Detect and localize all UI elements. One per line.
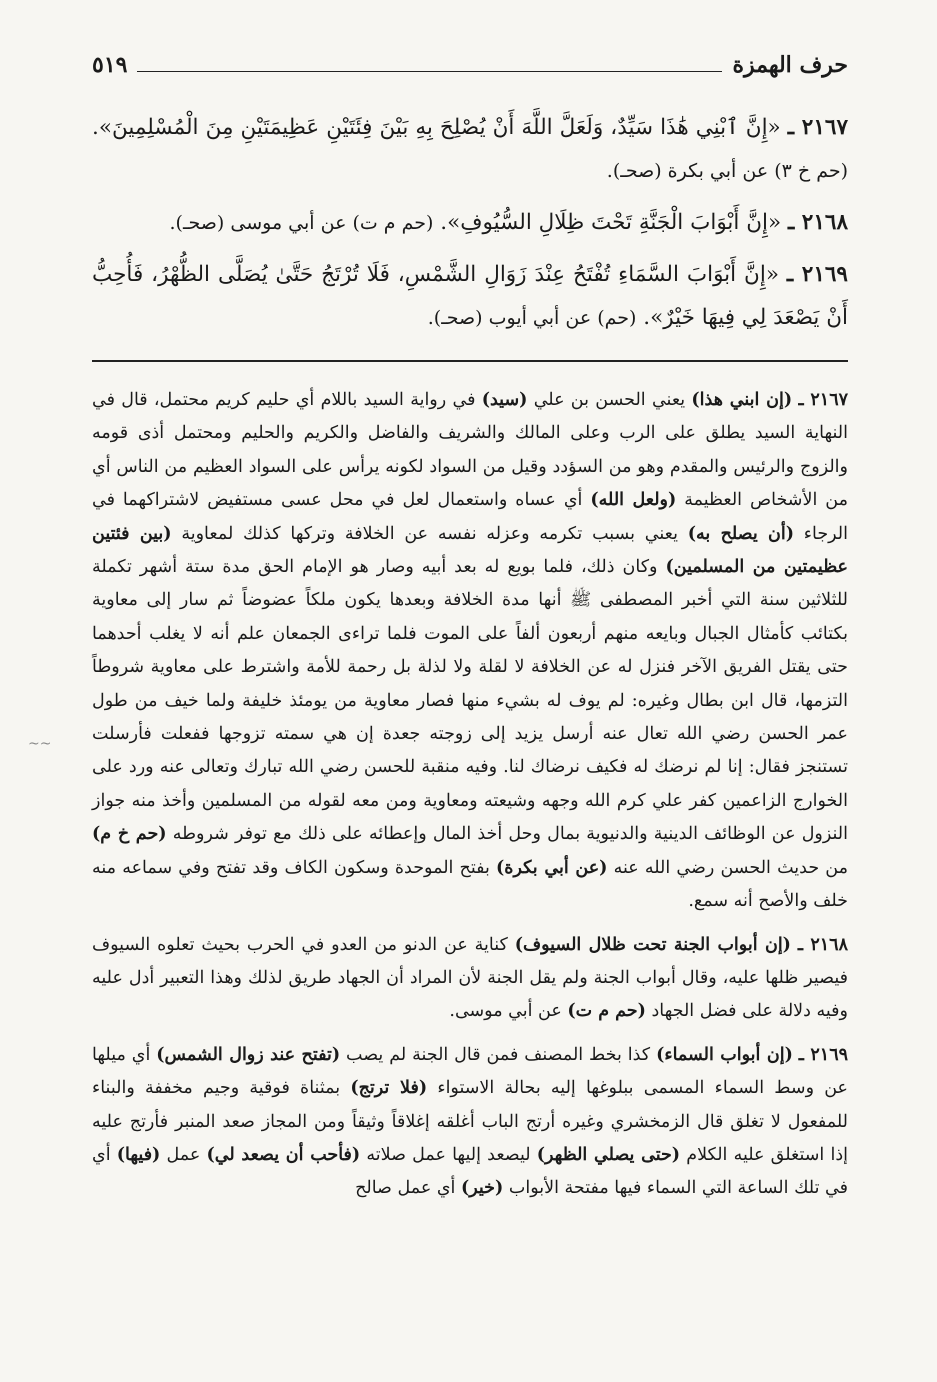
hadith-2168	[92, 201, 848, 245]
commentary-number: ٢١٦٧ ـ	[798, 390, 848, 410]
commentary	[92, 384, 848, 1206]
document-page	[92, 52, 848, 1206]
commentary-text: ليصعد إليها عمل صلاته	[360, 1144, 537, 1165]
commentary-text: في رواية السيد باللام أي حليم كريم محتمل، قال في النهاية السيد يطلق على الرب وعلى المالك والشريف والفاضل والكريم والحليم ومحتمل أذى قومه والزوج والرئيس والمقدم وهو من السؤدد وقيل من السواد لكونه يرأس على السواد العظيم من الناس أي من الأشخاص العظيمة	[92, 390, 848, 511]
quoted-phrase: (إن أبواب السماء)	[656, 1044, 793, 1065]
quoted-phrase: (فيها)	[116, 1144, 161, 1165]
commentary-text: يعني بسبب تكرمه وعزله نفسه عن الخلافة وتركها كذلك لمعاوية	[171, 523, 688, 544]
quoted-phrase: (عن أبي بكرة)	[496, 857, 608, 878]
hadith-source: (حم خ ٣) عن أبي بكرة (صحـ).	[606, 160, 848, 182]
commentary-number: ٢١٦٩ ـ	[798, 1044, 848, 1065]
hadith-source: (حم م ت) عن أبي موسى (صحـ).	[169, 212, 434, 234]
quoted-phrase: (أن يصلح به)	[687, 523, 794, 544]
header-rule	[137, 71, 722, 72]
commentary-text: كناية عن الدنو من العدو في الحرب بحيث تعلوه السيوف فيصير ظلها عليه، وقال أبواب الجنة ولم يقل الجنة لأن المراد أن الجهاد طريق لذلك وهذا التعبير أدل عليه وفيه دلالة على فضل الجهاد	[92, 934, 848, 1022]
commentary-text: وكان ذلك، فلما بويع له بعد أبيه وصار هو الإمام الحق مدة ستة أشهر تكملة للثلاثين سنة التي أخبر المصطفى ﷺ أنها مدة الخلافة وبعدها يكون ملكاً عضوضاً ثم سار إلى معاوية بكتائب كأمثال الجبال وبايعه منهم أربعون ألفاً على الموت فلما تراءى الجمعان علم أنه لا يغلب أحدهما حتى يقتل الفريق الآخر فنزل له عن الخلافة لا لقلة ولا لذلة بل رحمة للأمة واشترط على معاوية شروطاً التزمها، قال ابن بطال وغيره: لم يوف له بشيء منها فصار معاوية من يومئذ خليفة ولما خيف من طول عمر الحسن رضي الله تعال عنه أرسل يزيد إلى زوجته جعدة إن هي سمته تزوجها ففعلت فأرسلت تستنجز فقال: إنا لم نرضك له فكيف نرضاك لنا. وفيه منقبة للحسن رضي الله تبارك وتعالى عنه ورد على الخوارج الزاعمين كفر علي كرم الله وجهه وشيعته ومعاوية ومن معه لقوله من المسلمين وأخذ منه جواز النزول عن الوظائف الدينية والدنيوية بمال وحل أخذ المال وإعطائه على ذلك مع توفر شروطه	[92, 557, 848, 845]
quoted-phrase: (حتى يصلي الظهر)	[536, 1144, 681, 1165]
commentary-text: بمثناة فوقية وجيم مخففة والبناء للمفعول لا تغلق قال الزمخشري وغيره أرتج الباب أغلقه إغلاقاً وثيقاً ومن المجاز صعد المنبر فأرتج عليه إذا استغلق عليه الكلام	[92, 1078, 848, 1165]
quoted-phrase: (تفتح عند زوال الشمس)	[156, 1044, 341, 1065]
quoted-phrase: (سيد)	[481, 390, 528, 410]
commentary-text: عمل	[160, 1144, 207, 1165]
quoted-phrase: (حم م ت)	[567, 1001, 646, 1022]
hadith-2169	[92, 253, 848, 340]
hadith-number: ٢١٦٧ ـ	[787, 115, 848, 140]
quoted-phrase: (إن ابني هذا)	[691, 390, 793, 410]
quoted-phrase: (بين فئتين عظيمتين من المسلمين)	[92, 523, 848, 578]
quoted-phrase: (خير)	[460, 1178, 504, 1199]
quoted-phrase: (فأحب أن يصعد لي)	[206, 1144, 361, 1165]
quoted-phrase: (ولعل الله)	[590, 490, 677, 511]
running-header	[92, 52, 848, 92]
chapter-title: حرف الهمزة	[732, 52, 848, 78]
hadith-text: «إِنَّ أَبْوَابَ الْجَنَّةِ تَحْتَ ظِلَالِ السُّيُوفِ».	[440, 210, 782, 235]
quoted-phrase: (إن أبواب الجنة تحت ظلال السيوف)	[514, 934, 791, 955]
margin-pencil-mark: ~~	[28, 736, 52, 752]
commentary-2168	[92, 929, 848, 1029]
commentary-text: أي في تلك الساعة التي السماء فيها مفتحة الأبواب	[92, 1144, 848, 1199]
section-divider	[92, 360, 848, 362]
commentary-number: ٢١٦٨ ـ	[797, 934, 848, 955]
hadith-texts	[92, 106, 848, 340]
hadith-number: ٢١٦٩ ـ	[786, 262, 848, 287]
hadith-number: ٢١٦٨ ـ	[788, 210, 848, 235]
commentary-text: أي عساه واستعمال لعل في محل عسى مستفيض لاشتراكهما في الرجاء	[92, 490, 848, 544]
commentary-text: أي ميلها عن وسط السماء المسمى ببلوغها إليه بحالة الاستواء	[92, 1044, 848, 1099]
hadith-text: «إِنَّ أَبْوَابَ السَّمَاءِ تُفْتَحُ عِنْدَ زَوَالِ الشَّمْسِ، فَلَا تُرْتَجُ حَتَّىٰ يُصَلَّى الظُّهْرُ، فَأُحِبُّ أَنْ يَصْعَدَ لِي فِيهَا خَيْرٌ».	[92, 262, 848, 330]
hadith-2167	[92, 106, 848, 193]
commentary-text: عن أبي موسى.	[449, 1001, 568, 1022]
commentary-text: أي عمل صالح	[355, 1178, 461, 1199]
commentary-text: يعني الحسن بن علي	[527, 390, 692, 410]
hadith-source: (حم) عن أبي أيوب (صحـ).	[427, 307, 637, 329]
commentary-text: من حديث الحسن رضي الله عنه	[607, 857, 848, 878]
quoted-phrase: (حم خ م)	[92, 824, 167, 845]
page-number: ٥١٩	[92, 52, 128, 78]
quoted-phrase: (فلا ترتج)	[350, 1078, 428, 1099]
commentary-2167	[92, 384, 848, 919]
commentary-2169	[92, 1039, 848, 1206]
hadith-text: «إِنَّ ٱبْنِي هَٰذَا سَيِّدٌ، وَلَعَلَّ اللَّهَ أَنْ يُصْلِحَ بِهِ بَيْنَ فِئَتَيْنِ عَظِيمَتَيْنِ مِنَ الْمُسْلِمِينَ».	[92, 115, 781, 140]
commentary-text: كذا بخط المصنف فمن قال الجنة لم يصب	[340, 1044, 657, 1065]
commentary-text: بفتح الموحدة وسكون الكاف وقد تفتح وفي سماعه منه خلف والأصح أنه سمع.	[92, 857, 848, 912]
